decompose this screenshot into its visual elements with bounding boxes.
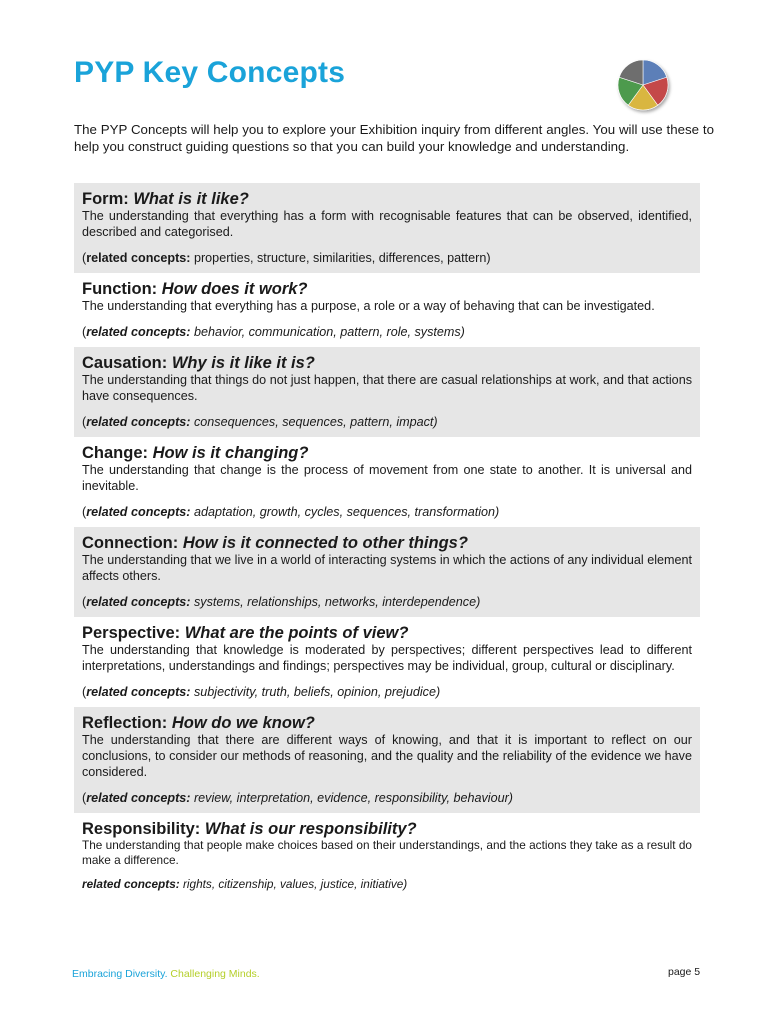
concept-form <box>74 183 700 273</box>
concept-definition: The understanding that there are different ways of knowing, and that it is important to reflect on our conclusions, to consider our methods of reasoning, and the quality and the reliability of the evidence we have considered. <box>82 733 692 779</box>
tagline-part1: Embracing Diversity. <box>72 968 168 980</box>
concept-heading <box>82 534 692 552</box>
concept-name: Connection: <box>82 534 179 552</box>
related-concepts <box>82 876 692 892</box>
open-paren: ( <box>82 505 87 519</box>
page-title: PYP Key Concepts <box>74 56 346 89</box>
related-label: related concepts: <box>86 415 191 429</box>
footer-tagline <box>72 968 260 980</box>
related-values: consequences, sequences, pattern, impact) <box>193 415 438 429</box>
concepts-list <box>74 183 700 899</box>
concept-definition: The understanding that everything has a form with recognisable features that can be observed, identified, described and categorised. <box>82 209 692 239</box>
open-paren: ( <box>82 791 87 805</box>
concept-name: Causation: <box>82 354 168 372</box>
related-concepts <box>82 250 692 266</box>
open-paren: ( <box>82 251 87 265</box>
concept-heading <box>82 714 692 732</box>
related-label: related concepts: <box>82 877 180 891</box>
concept-heading <box>82 624 692 642</box>
related-label: related concepts: <box>86 505 191 519</box>
concept-definition: The understanding that we live in a world of interacting systems in which the actions of any individual element affects others. <box>82 553 692 583</box>
related-label: related concepts: <box>86 791 191 805</box>
concept-heading <box>82 354 692 372</box>
open-paren: ( <box>82 325 87 339</box>
tagline-part2: Challenging Minds. <box>170 968 260 980</box>
concept-name: Responsibility: <box>82 820 201 838</box>
concept-causation <box>74 347 700 437</box>
concept-definition: The understanding that everything has a purpose, a role or a way of behaving that can be investigated. <box>82 299 655 313</box>
related-concepts <box>82 790 692 806</box>
related-values: systems, relationships, networks, interdependence) <box>193 595 481 609</box>
related-concepts <box>82 324 692 340</box>
concept-definition: The understanding that things do not just happen, that there are casual relationships at work, and that actions have consequences. <box>82 373 692 403</box>
concept-change <box>74 437 700 527</box>
concept-name: Form: <box>82 190 129 208</box>
concept-question: How is it changing? <box>152 444 309 462</box>
related-concepts <box>82 594 692 610</box>
page-number: page 5 <box>668 966 701 978</box>
related-values: properties, structure, similarities, differences, pattern) <box>193 251 491 265</box>
concept-perspective <box>74 617 700 707</box>
concept-name: Change: <box>82 444 148 462</box>
related-concepts <box>82 504 692 520</box>
concept-name: Perspective: <box>82 624 181 642</box>
concept-question: How do we know? <box>171 714 315 732</box>
related-values: adaptation, growth, cycles, sequences, transformation) <box>193 505 500 519</box>
related-label: related concepts: <box>86 251 191 265</box>
open-paren: ( <box>82 415 87 429</box>
pie-chart-logo-icon <box>612 58 676 116</box>
concept-connection <box>74 527 700 617</box>
concept-question: What are the points of view? <box>184 624 409 642</box>
concept-question: How is it connected to other things? <box>182 534 468 552</box>
concept-definition: The understanding that change is the process of movement from one state to another. It is universal and inevitable. <box>82 463 692 493</box>
concept-heading <box>82 820 692 838</box>
concept-function <box>74 273 700 347</box>
concept-question: Why is it like it is? <box>171 354 315 372</box>
concept-heading <box>82 280 692 298</box>
related-values: rights, citizenship, values, justice, initiative) <box>182 877 408 891</box>
related-label: related concepts: <box>86 325 191 339</box>
concept-heading <box>82 444 692 462</box>
related-values: subjectivity, truth, beliefs, opinion, prejudice) <box>193 685 441 699</box>
related-label: related concepts: <box>86 595 191 609</box>
related-values: review, interpretation, evidence, responsibility, behaviour) <box>193 791 513 805</box>
concept-heading <box>82 190 692 208</box>
related-concepts <box>82 414 692 430</box>
concept-reflection <box>74 707 700 813</box>
open-paren: ( <box>82 595 87 609</box>
concept-responsibility <box>74 813 700 899</box>
intro-paragraph: The PYP Concepts will help you to explore your Exhibition inquiry from different angles. You will use these to help you construct guiding questions so that you can build your knowledge and understanding. <box>74 122 714 154</box>
concept-definition: The understanding that knowledge is moderated by perspectives; different perspectives lead to different interpretations, understandings and findings; perspectives may be individual, group, cultural or disciplinary. <box>82 643 692 673</box>
concept-question: How does it work? <box>161 280 308 298</box>
concept-question: What is it like? <box>133 190 249 208</box>
concept-name: Function: <box>82 280 158 298</box>
concept-question: What is our responsibility? <box>204 820 417 838</box>
concept-name: Reflection: <box>82 714 168 732</box>
related-concepts <box>82 684 692 700</box>
concept-definition: The understanding that people make choices based on their understandings, and the actions they take as a result do make a difference. <box>82 838 692 867</box>
related-values: behavior, communication, pattern, role, systems) <box>193 325 465 339</box>
open-paren: ( <box>82 685 87 699</box>
related-label: related concepts: <box>86 685 191 699</box>
